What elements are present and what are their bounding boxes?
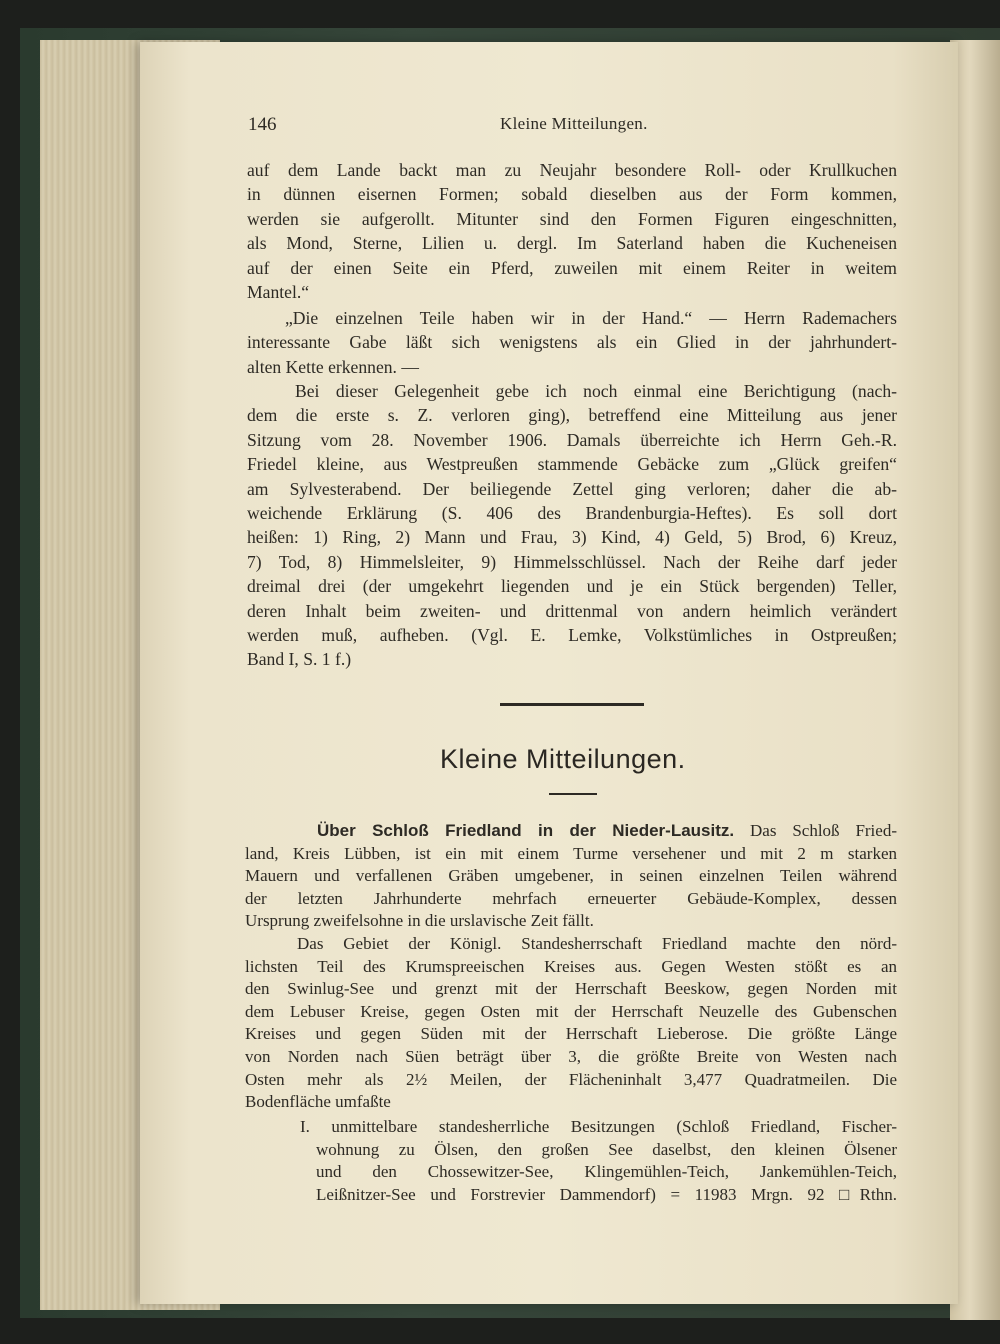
- text-line: Mantel.“: [247, 282, 310, 303]
- text-line: werden sie aufgerollt. Mitunter sind den Formen Figuren eingeschnitten,: [247, 208, 897, 229]
- article: [245, 820, 897, 1114]
- top-paragraph-1: [247, 158, 897, 304]
- text-line: in dünnen eisernen Formen; sobald dieselben aus der Form kommen,: [247, 184, 897, 205]
- text-line: interessante Gabe läßt sich wenigstens als ein Glied in der jahrhundert-: [247, 332, 897, 353]
- text-line: dreimal drei (der umgekehrt liegenden und je ein Stück bergenden) Teller,: [247, 576, 897, 597]
- text-line: von Norden nach Süen beträgt über 3, die größte Breite von Westen nach: [245, 1046, 897, 1066]
- text-line: der letzten Jahrhunderte mehrfach erneuerter Gebäude-Komplex, dessen: [245, 888, 897, 908]
- text-line: „Die einzelnen Teile haben wir in der Hand.“ — Herrn Rademachers: [285, 308, 897, 328]
- text-line: Kreises und gegen Süden mit der Herrschaft Lieberose. Die größte Länge: [245, 1024, 897, 1044]
- section-title: Kleine Mitteilungen.: [440, 744, 686, 774]
- text-line: weichende Erklärung (S. 406 des Brandenburgia-Heftes). Es soll dort: [247, 503, 897, 524]
- text-line: auf dem Lande backt man zu Neujahr besondere Roll- oder Krullkuchen: [247, 160, 897, 180]
- top-paragraph-2: [247, 306, 897, 379]
- text-line: auf der einen Seite ein Pferd, zuweilen mit einem Reiter in weitem: [247, 257, 897, 278]
- text-line: und den Chossewitzer-See, Klingemühlen-Teich, Jankemühlen-Teich,: [316, 1162, 897, 1182]
- page-number: 146: [248, 114, 277, 135]
- text-line: Band I, S. 1 f.): [247, 649, 352, 670]
- text-line: wohnung zu Ölsen, den großen See daselbst, den kleinen Ölsener: [316, 1139, 897, 1159]
- text-line: Osten mehr als 2½ Meilen, der Flächeninhalt 3,477 Quadratmeilen. Die: [245, 1069, 897, 1089]
- text-line: Das Gebiet der Königl. Standesherrschaft Friedland machte den nörd-: [297, 933, 897, 953]
- running-title: Kleine Mitteilungen.: [500, 114, 648, 133]
- top-paragraph-3: [247, 379, 897, 672]
- article-first-line: [245, 820, 897, 843]
- text-line: land, Kreis Lübben, ist ein mit einem Turme versehener und mit 2 m starken: [245, 843, 897, 863]
- section-divider: [500, 703, 644, 706]
- text-line: heißen: 1) Ring, 2) Mann und Frau, 3) Kind, 4) Geld, 5) Brod, 6) Kreuz,: [247, 527, 897, 548]
- text-line: dem Lebuser Kreise, gegen Osten mit der Herrschaft Neuzelle des Gubenschen: [245, 1001, 897, 1021]
- title-underline: [549, 793, 597, 795]
- text-line: Bodenfläche umfaßte: [245, 1092, 391, 1112]
- text-line: Mauern und verfallenen Gräben umgebener, in seinen einzelnen Teilen während: [245, 866, 897, 886]
- text-line: alten Kette erkennen. —: [247, 356, 419, 377]
- text-line: Bei dieser Gelegenheit gebe ich noch einmal eine Berichtigung (nach-: [295, 381, 897, 401]
- text-line: als Mond, Sterne, Lilien u. dergl. Im Saterland haben die Kucheneisen: [247, 233, 897, 254]
- text-line: dem die erste s. Z. verloren ging), betreffend eine Mitteilung aus jener: [247, 405, 897, 426]
- text-line: Leißnitzer-See und Forstrevier Dammendorf) = 11983 Mrgn. 92 □Rthn.: [316, 1184, 897, 1204]
- text-line: 7) Tod, 8) Himmelsleiter, 9) Himmelsschlüssel. Nach der Reihe darf jeder: [247, 551, 897, 572]
- text-fragment: Das Schloß Fried-: [750, 821, 897, 840]
- text-line: Friedel kleine, aus Westpreußen stammende Gebäcke zum „Glück greifen“: [247, 454, 897, 475]
- text-line: deren Inhalt beim zweiten- und drittenmal von andern heimlich verändert: [247, 600, 897, 621]
- text-line: den Swinlug-See und grenzt mit der Herrschaft Beeskow, gegen Norden mit: [245, 979, 897, 999]
- list-item-1: [300, 1116, 897, 1206]
- text-line: Sitzung vom 28. November 1906. Damals überreichte ich Herrn Geh.-R.: [247, 429, 897, 450]
- text-line: Ursprung zweifelsohne in die urslavische Zeit fällt.: [245, 911, 594, 931]
- text-line: werden muß, aufheben. (Vgl. E. Lemke, Volkstümliches in Ostpreußen;: [247, 625, 897, 646]
- text-line: lichsten Teil des Krumspreeischen Kreises aus. Gegen Westen stößt es an: [245, 956, 897, 976]
- text-line: am Sylvesterabend. Der beiliegende Zettel ging verloren; daher die ab-: [247, 478, 897, 499]
- article-heading: Über Schloß Friedland in der Nieder-Lausitz.: [317, 821, 735, 840]
- text-line: I. unmittelbare standesherrliche Besitzungen (Schloß Friedland, Fischer-: [300, 1117, 897, 1136]
